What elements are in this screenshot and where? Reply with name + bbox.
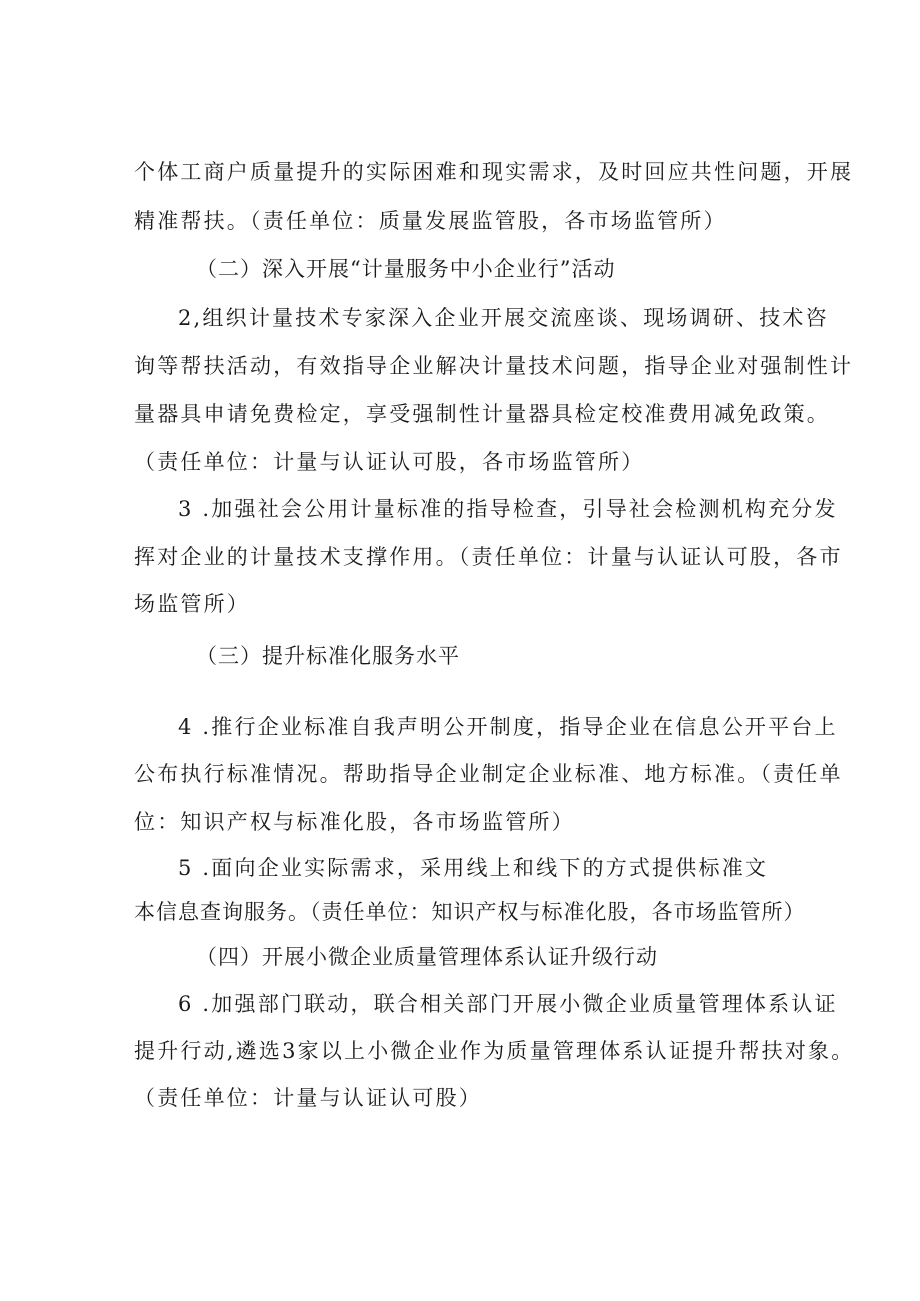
- section-heading: （二）深入开展“计量服务中小企业行”活动: [196, 257, 616, 281]
- paragraph-line: （责任单位：计量与认证认可股）: [134, 1086, 482, 1110]
- paragraph-line: 个体工商户质量提升的实际困难和现实需求，及时回应共性问题，开展: [134, 160, 854, 184]
- paragraph-line: 精准帮扶。（责任单位：质量发展监管股，各市场监管所）: [134, 209, 727, 233]
- paragraph-line: 2,组织计量技术专家深入企业开展交流座谈、现场调研、技术咨: [178, 306, 829, 330]
- paragraph-line: 5 .面向企业实际需求，采用线上和线下的方式提供标准文: [178, 856, 769, 880]
- paragraph-line: 挥对企业的计量技术支撑作用。（责任单位：计量与认证认可股，各市: [134, 545, 843, 569]
- paragraph-line: 位：知识产权与标准化股，各市场监管所）: [134, 810, 575, 834]
- section-heading: （四）开展小微企业质量管理体系认证升级行动: [196, 945, 658, 969]
- paragraph-line: 3 .加强社会公用计量标准的指导检查，引导社会检测机构充分发: [178, 497, 838, 521]
- paragraph-line: 询等帮扶活动，有效指导企业解决计量技术问题，指导企业对强制性计: [134, 354, 854, 378]
- section-heading: （三）提升标准化服务水平: [196, 644, 460, 668]
- paragraph-line: 公布执行标准情况。帮助指导企业制定企业标准、地方标准。（责任单: [134, 762, 843, 786]
- paragraph-line: 4 .推行企业标准自我声明公开制度，指导企业在信息公开平台上: [178, 715, 838, 739]
- paragraph-line: 场监管所）: [134, 592, 250, 616]
- paragraph-line: 6 .加强部门联动，联合相关部门开展小微企业质量管理体系认证: [178, 992, 838, 1016]
- paragraph-line: （责任单位：计量与认证认可股，各市场监管所）: [134, 450, 645, 474]
- paragraph-line: 提升行动,遴选3家以上小微企业作为质量管理体系认证提升帮扶对象。: [134, 1039, 855, 1063]
- paragraph-line: 本信息查询服务。（责任单位：知识产权与标准化股，各市场监管所）: [134, 900, 806, 924]
- paragraph-line: 量器具申请免费检定，享受强制性计量器具检定校准费用减免政策。: [134, 402, 830, 426]
